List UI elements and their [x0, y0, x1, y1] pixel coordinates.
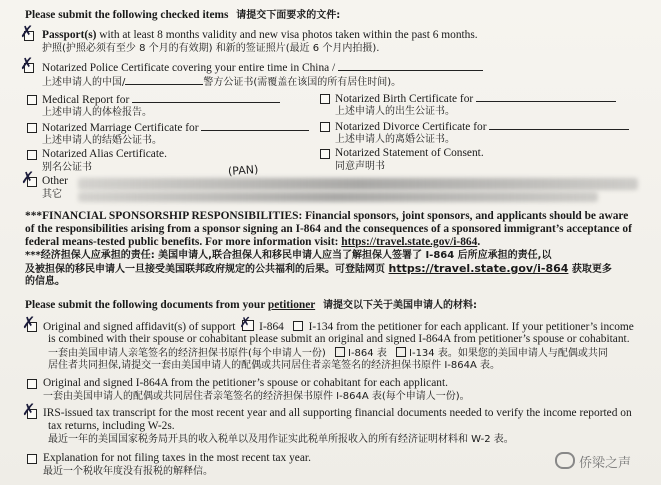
medical-zh: 上述申请人的体检报告。: [42, 107, 152, 118]
i864-link-zh[interactable]: https://travel.state.gov/i-864: [388, 262, 569, 275]
explanation-item: Explanation for not filing taxes in the most recent tax year.: [43, 452, 311, 464]
irs-line-2: tax returns, including W-2s.: [48, 420, 175, 432]
divorce-item: Notarized Divorce Certificate for: [335, 120, 629, 133]
explanation-zh: 最近一个税收年度没有报税的解释信。: [43, 466, 213, 477]
irs-item: IRS-issued tax transcript for the most recent year and all supporting financial documents needed to verify the income reported on: [43, 407, 632, 419]
other-handwritten-note: (PAN): [227, 162, 259, 179]
i864a-item: Original and signed I-864A from the petitioner’s spouse or cohabitant for each applicant.: [43, 377, 448, 389]
financial-line-2: of the responsibilities arising from a sponsor signing an I-864 and the consequences of a sponsored immigrant’s acceptance of: [25, 223, 632, 235]
medical-checkbox[interactable]: [27, 95, 37, 105]
i864a-checkbox[interactable]: [27, 379, 37, 389]
i864-link[interactable]: https://travel.state.gov/i-864: [341, 236, 478, 248]
affidavit-line-2: is combined with their spouse or cohabitant please submit an original and signed I-864A from petitioner’s spouse or cohabitant.: [48, 333, 630, 345]
medical-item: Medical Report for: [42, 93, 280, 106]
financial-line-3: federal means-tested public benefits. For more information visit: https://travel.state.gov/i-864.: [25, 236, 481, 248]
i864a-zh: 一套由美国申请人的配偶或共同居住者亲笔签名的经济担保书原件 I-864A 表(每个申请人一份)。: [43, 391, 470, 402]
affidavit-zh-1: 一套由美国申请人亲笔签名的经济担保书原件(每个申请人一份) I-864 表 I-134 表。如果您的美国申请人与配偶或共同: [48, 348, 608, 359]
alias-item: Notarized Alias Certificate.: [42, 148, 167, 160]
birth-checkbox[interactable]: [320, 94, 330, 104]
explanation-checkbox[interactable]: [27, 454, 37, 464]
irs-zh: 最近一年的美国国家税务局开具的收入税单以及用作证实此税单所报收入的所有经济证明材料和 W-2 表。: [48, 434, 514, 445]
police-checkmark: ✗: [20, 54, 34, 73]
i864-checkbox[interactable]: ✗: [242, 320, 254, 331]
passport-zh: 护照(护照必须有至少 8 个月的有效期) 和新的签证照片(最近 6 个月内拍摄).: [42, 43, 380, 54]
irs-checkmark: ✗: [22, 400, 36, 419]
consent-item: Notarized Statement of Consent.: [335, 147, 484, 159]
financial-line-1: ***FINANCIAL SPONSORSHIP RESPONSIBILITIES: Financial sponsors, joint sponsors, and applicants should be aware: [25, 210, 629, 222]
heading-en: Please submit the following checked items: [25, 9, 229, 21]
divorce-checkbox[interactable]: [320, 122, 330, 132]
affidavit-checkmark: ✗: [22, 313, 36, 332]
passport-checkmark: ✗: [20, 22, 34, 41]
alias-zh: 别名公证书: [42, 162, 92, 173]
consent-checkbox[interactable]: [320, 149, 330, 159]
heading-zh: 请提交下面要求的文件:: [236, 10, 341, 21]
other-zh: 其它: [42, 189, 62, 200]
marriage-checkbox[interactable]: [27, 123, 37, 133]
consent-zh: 同意声明书: [335, 161, 385, 172]
watermark: 侨梁之声: [555, 452, 631, 471]
financial-zh-3: 的信息。: [25, 276, 65, 287]
alias-checkbox[interactable]: [27, 150, 37, 160]
affidavit-item: Original and signed affidavit(s) of support ✗ I-864 I-134 from the petitioner for each applicant. If your petitioner’s income: [43, 315, 634, 333]
police-blank[interactable]: [338, 61, 483, 71]
checklist-heading: [25, 9, 340, 21]
police-zh: 上述申请人的中国/ 警方公证书(需覆盖在该国的所有居住时间)。: [42, 77, 402, 88]
marriage-item: Notarized Marriage Certificate for: [42, 121, 309, 134]
wechat-icon: [555, 452, 575, 469]
i134-checkbox[interactable]: [293, 321, 303, 331]
birth-zh: 上述申请人的出生公证书。: [335, 106, 455, 117]
other-item: Other: [42, 175, 68, 187]
passport-item: Passport(s) with at least 8 months validity and new visa photos taken within the past 6 months.: [42, 29, 478, 41]
other-checkmark: ✗: [21, 168, 35, 187]
affidavit-zh-2: 居住者共同担保,请提交一套由美国申请人的配偶或共同居住者亲笔签名的经济担保书原件 I-864A 表。: [48, 360, 501, 371]
financial-zh-2: 及被担保的移民申请人一旦接受美国联邦政府规定的公共福利的后果。可登陆网页 https://travel.state.gov/i-864 获取更多: [25, 262, 612, 275]
petitioner-heading: Please submit the following documents from your petitioner 请提交以下关于美国申请人的材料:: [25, 299, 477, 311]
financial-zh-1: ***经济担保人应承担的责任: 美国申请人,联合担保人和移民申请人应当了解担保人签署了 I-864 后所应承担的责任,以: [25, 250, 552, 261]
marriage-zh: 上述申请人的结婚公证书。: [42, 135, 162, 146]
redaction-blur: [78, 178, 638, 190]
redaction-blur: [78, 192, 598, 202]
divorce-zh: 上述申请人的离婚公证书。: [335, 134, 455, 145]
police-item: Notarized Police Certificate covering your entire time in China /: [42, 61, 483, 74]
birth-item: Notarized Birth Certificate for: [335, 92, 616, 105]
